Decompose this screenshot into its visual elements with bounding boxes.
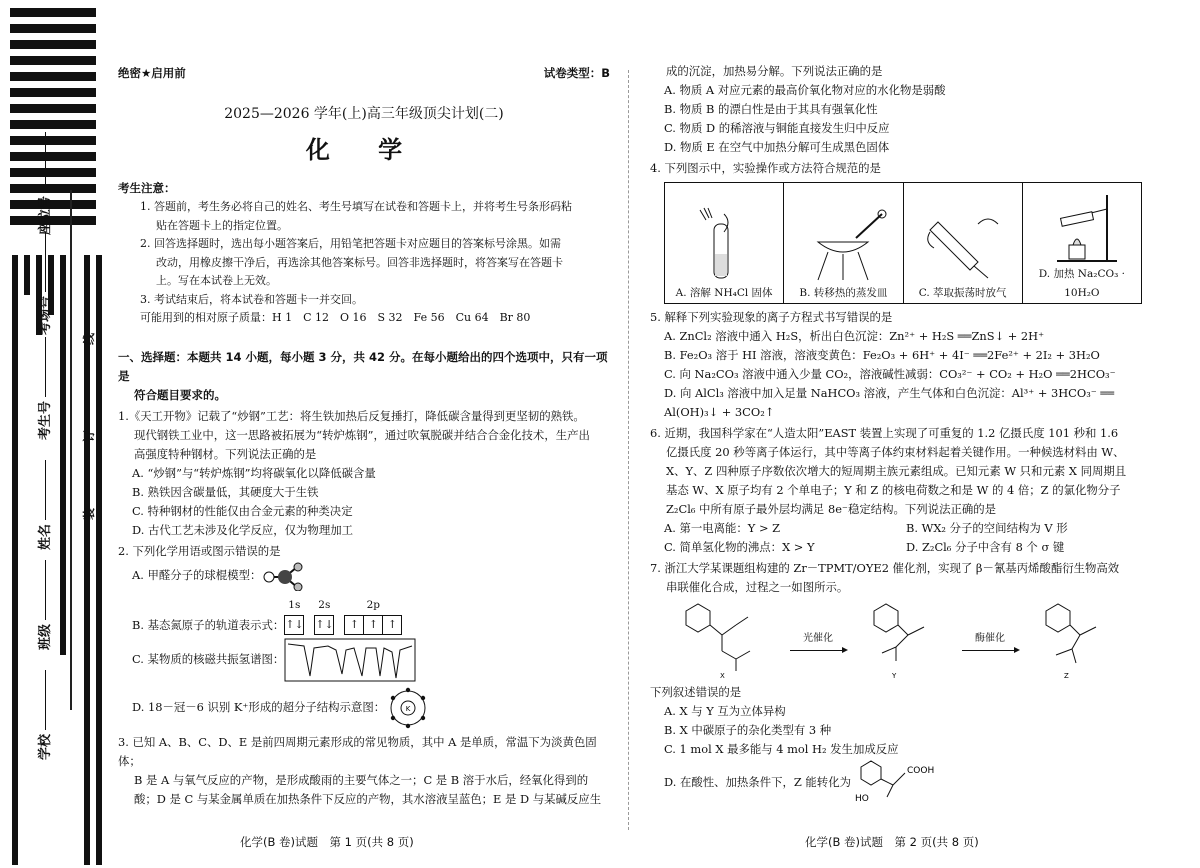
notice-list (118, 198, 610, 328)
question-4: 4. 下列图示中，实验操作或方法符合规范的是 A. 溶解 NH₄Cl 固体 B. 转移热的蒸发皿 C. 萃取振荡时放气 D. 加热 Na₂CO₃ · 10H₂O (650, 159, 1148, 304)
option-a: A. 第一电离能：Y > Z (664, 521, 781, 535)
question-2: 2. 下列化学用语或图示错误的是 A. 甲醛分子的球棍模型： B. 基态氮原子的轨道表示式： 1s ↑↓ 2s ↑↓ 2p ↑ ↑ ↑ C. 某物质的核磁共振氢谱图： D. 18－冠－6 识别 K⁺形成的超分子结构示意图： K (118, 542, 610, 731)
option-b: B. 基态氮原子的轨道表示式： 1s ↑↓ 2s ↑↓ 2p ↑ ↑ ↑ (118, 591, 610, 635)
molecule-y-icon (854, 601, 954, 679)
option-d: D. Z₂Cl₆ 分子中含有 8 个 σ 键 (906, 540, 1065, 554)
svg-text:K: K (405, 704, 411, 713)
room-no-field[interactable]: 考场号 (34, 232, 53, 335)
binding-line (70, 190, 72, 710)
svg-text:Y: Y (892, 672, 897, 679)
notice-line: 贴在答题卡上的指定位置。 (156, 218, 288, 232)
column-divider (628, 70, 630, 830)
exam-title: 2025—2026 学年(上)高三年级顶尖计划(二) (224, 106, 504, 122)
reaction-arrow-1: 光催化 (790, 629, 846, 651)
notice-line: 上。写在本试卷上无效。 (156, 274, 277, 287)
cut-mark-zhuang: 装 (82, 507, 96, 520)
notice-heading: 考生注意： (118, 181, 176, 195)
separatory-funnel-icon (918, 204, 1008, 282)
section-heading: 一、选择题：本题共 14 小题，每小题 3 分，共 42 分。在每小题给出的四个选项中，只有一项是 符合题目要求的。 (118, 349, 608, 402)
question-7: 7. 浙江大学某课题组构建的 Zr－TPMT/OYE2 催化剂，实现了 β－氰基丙烯酸酯衍生物高效 串联催化合成，过程之一如图所示。 X 光催化 Y 酶催化 Z 下列叙述错误的是 A. X 与 Y 互为立体异构 B. X 中碳原子的杂化类型有 3 种 C. 1 mol X 最多能与 4 mol H₂ 发生加成反应 D. 在酸性、加热条件下，Z 能转化为 COOH HO (650, 559, 1148, 805)
cut-mark-ding: 订 (82, 429, 96, 442)
paper-type: 试卷类型：B (543, 66, 610, 80)
option-b: B. WX₂ 分子的空间结构为 V 形 (906, 521, 1068, 535)
page-footer: 化学(B 卷)试题 第 2 页(共 8 页) (805, 835, 979, 849)
q6-options (650, 519, 1148, 557)
q3-continued: 成的沉淀，加热易分解。下列说法正确的是 (666, 64, 883, 78)
notice-line: 3. 考试结束后，将本试卷和答题卡一并交回。 (140, 292, 363, 306)
class-field[interactable]: 班级 (34, 560, 53, 650)
q7-substem: 下列叙述错误的是 (650, 685, 742, 699)
orbital-diagram: 1s ↑↓ 2s ↑↓ 2p ↑ ↑ ↑ (284, 596, 402, 635)
product-structure-icon (851, 759, 971, 805)
svg-text:Z: Z (1064, 672, 1069, 679)
option-a: A. ZnCl₂ 溶液中通入 H₂S，析出白色沉淀：Zn²⁺ + H₂S ══ZnS↓ + 2H⁺ (664, 329, 1045, 343)
page-footer: 化学(B 卷)试题 第 1 页(共 8 页) (240, 835, 414, 849)
option-d: D. 古代工艺未涉及化学反应，仅为物理加工 (132, 522, 354, 537)
crown-ether-icon (385, 685, 431, 731)
notice-line: 2. 回答选择题时，选出每小题答案后，用铅笔把答题卡对应题目的答案标号涂黑。如需 (140, 237, 561, 250)
school-field[interactable]: 学校 (34, 670, 53, 760)
reaction-scheme (650, 601, 1148, 679)
figure-caption: B. 转移热的蒸发皿 (799, 287, 888, 299)
option-d-cont: Al(OH)₃↓ + 3CO₂↑ (664, 405, 775, 419)
figure-caption: C. 萃取振荡时放气 (918, 287, 1007, 299)
figure-caption: A. 溶解 NH₄Cl 固体 (675, 287, 773, 299)
option-a: A. 甲醛分子的球棍模型： (118, 561, 610, 591)
option-d: D. 18－冠－6 识别 K⁺形成的超分子结构示意图： K (118, 685, 610, 731)
option-b: B. 物质 B 的漂白性是由于其具有强氧化性 (664, 102, 878, 116)
dissolve-solid-icon (694, 204, 754, 282)
name-field[interactable]: 姓名 (34, 460, 53, 550)
left-column (118, 60, 610, 809)
option-d: D. 向 AlCl₃ 溶液中加入足量 NaHCO₃ 溶液，产生气体和白色沉淀：Al³⁺ + 3HCO₃⁻ ══ (664, 386, 1115, 400)
cut-mark-line: 线 (82, 332, 96, 345)
student-no-field[interactable]: 考生号 (34, 337, 53, 440)
binding-strip (0, 0, 110, 868)
figure-caption: D. 加热 Na₂CO₃ · 10H₂O (1038, 268, 1125, 299)
barcode-top (10, 8, 96, 232)
option-a: A. “炒钢”与“转炉炼钢”均将碳氧化以降低碳含量 (132, 465, 376, 480)
heating-test-tube-icon (1037, 185, 1127, 263)
barcode-vertical (12, 255, 102, 865)
nmr-spectrum-icon (284, 638, 416, 682)
option-c: C. 某物质的核磁共振氢谱图： (118, 635, 610, 685)
experiment-figure-table (664, 182, 1142, 304)
ball-stick-model-icon (261, 561, 311, 591)
secret-label: 绝密★启用前 (118, 66, 186, 80)
option-c: C. 向 Na₂CO₃ 溶液中通入少量 CO₂，溶液碱性减弱：CO₃²⁻ + CO₂ + H₂O ══2HCO₃⁻ (664, 367, 1116, 381)
svg-text:COOH: COOH (906, 766, 935, 776)
atomic-mass-line: 可能用到的相对原子质量：H 1 C 12 O 16 S 32 Fe 56 Cu 64 Br 80 (140, 311, 531, 324)
question-5: 5. 解释下列实验现象的离子方程式书写错误的是 A. ZnCl₂ 溶液中通入 H₂S，析出白色沉淀：Zn²⁺ + H₂S ══ZnS↓ + 2H⁺ B. Fe₂O₃ 溶于 HI 溶液，溶液变黄色：Fe₂O₃ + 6H⁺ + 4I⁻ ══2Fe²⁺ + 2I₂ + 3H₂O C. 向 Na₂CO₃ 溶液中通入少量 CO₂，溶液碱性减弱：CO₃²⁻ + CO₂ + H₂O ══2HCO₃⁻ D. 向 AlCl₃ 溶液中加入足量 NaHCO₃ 溶液，产生气体和白色沉淀：Al³⁺ + 3HCO₃⁻ ══ Al(OH)₃↓ + 3CO₂↑ (650, 308, 1148, 422)
option-a: A. X 与 Y 互为立体异构 (664, 704, 786, 718)
option-b: B. X 中碳原子的杂化类型有 3 种 (664, 723, 832, 737)
question-6: 6. 近期，我国科学家在“人造太阳”EAST 装置上实现了可重复的 1.2 亿摄氏度 101 秒和 1.6 亿摄氏度 20 秒等离子体运行，其中等离子体约束材料起着关键作用。一种候选材料由 W、 X、Y、Z 四种原子序数依次增大的短周期主族元素组成。已知元素 W 只和元素 X 同周期且 基态 W、X 原子均有 2 个单电子；Y 和 Z 的核电荷数之和是 W 的 4 倍；Z 的氯化物分子 Z₂Cl₆ 中所有原子最外层均满足 8e⁻稳定结构。下列说法正确的是 A. 第一电离能：Y > Z B. WX₂ 分子的空间结构为 V 形 C. 简单氢化物的沸点：X > Y D. Z₂Cl₆ 分子中含有 8 个 σ 键 (650, 424, 1148, 557)
right-column (650, 62, 1148, 805)
svg-text:X: X (720, 672, 725, 679)
svg-text:HO: HO (854, 794, 869, 804)
option-c: C. 特种钢材的性能仅由合金元素的种类决定 (132, 503, 353, 518)
option-a: A. 物质 A 对应元素的最高价氧化物对应的水化物是弱酸 (664, 83, 946, 97)
reaction-arrow-2: 酶催化 (962, 629, 1018, 651)
notice-line: 改动，用橡皮擦干净后，再选涂其他答案标号。回答非选择题时，将答案写在答题卡 (156, 255, 563, 269)
notice-line: 1. 答题前，考生务必将自己的姓名、考生号填写在试卷和答题卡上，并将考生号条形码粘 (140, 200, 572, 213)
evaporating-dish-icon (798, 204, 888, 282)
option-d: D. 物质 E 在空气中加热分解可生成黑色固体 (664, 140, 890, 154)
option-b: B. Fe₂O₃ 溶于 HI 溶液，溶液变黄色：Fe₂O₃ + 6H⁺ + 4I⁻ ══2Fe²⁺ + 2I₂ + 3H₂O (664, 348, 1100, 362)
question-1: 1.《天工开物》记载了“炒钢”工艺：将生铁加热后反复捶打，降低碳含量得到更坚韧的熟铁。 现代钢铁工业中，这一思路被拓展为“转炉炼钢”，通过吹氧脱碳并结合合金化技术，生产出 高强度特种钢材。下列说法正确的是 A. “炒钢”与“转炉炼钢”均将碳氧化以降低碳含量 B. 熟铁因含碳量低，其硬度大于生铁 C. 特种钢材的性能仅由合金元素的种类决定 D. 古代工艺未涉及化学反应，仅为物理加工 (118, 407, 610, 540)
option-b: B. 熟铁因含碳量低，其硬度大于生铁 (132, 484, 319, 499)
option-c: C. 1 mol X 最多能与 4 mol H₂ 发生加成反应 (664, 742, 899, 756)
molecule-z-icon (1026, 601, 1126, 679)
option-d: D. 在酸性、加热条件下，Z 能转化为 COOH HO (650, 759, 1148, 805)
header-row (118, 64, 610, 83)
option-c: C. 物质 D 的稀溶液与铜能直接发生归中反应 (664, 121, 890, 135)
subject-title: 化 学 (305, 135, 423, 164)
seat-no-field[interactable]: 座位号 (34, 132, 53, 235)
molecule-x-icon (672, 601, 782, 679)
question-3: 3. 已知 A、B、C、D、E 是前四周期元素形成的常见物质，其中 A 是单质，常温下为淡黄色固体； B 是 A 与氧气反应的产物，是形成酸雨的主要气体之一；C 是 B 溶于水后，经氧化得到的 酸；D 是 C 与某金属单质在加热条件下反应的产物，其水溶液呈蓝色；E 是 D 与某碱反应生 (118, 734, 602, 806)
option-c: C. 简单氢化物的沸点：X > Y (664, 540, 815, 554)
